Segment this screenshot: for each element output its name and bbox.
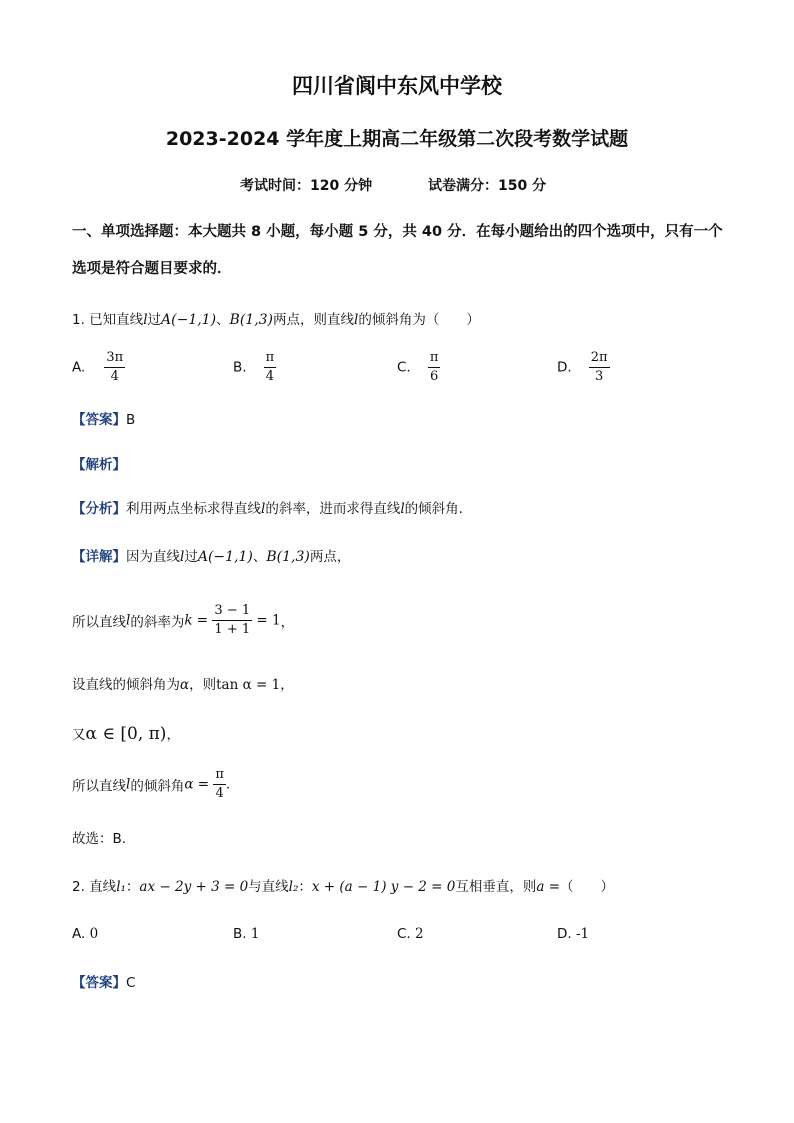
slope-line: 所以直线l的斜率为k = $\frac{3 - 1}{1 + 1}$ = 1， [72,603,295,637]
question-1: 1. 已知直线l过A(−1,1)、B(1,3)两点，则直线l的倾斜角为（ ） [72,312,480,328]
q2-option-c[interactable]: C. 2 [397,926,424,942]
q2-option-d[interactable]: D. -1 [557,926,590,942]
inclination-line: 设直线的倾斜角为α，则tan α = 1， [72,677,294,693]
exam-score: 试卷满分：150 分 [428,178,547,194]
analysis-tag: 【解析】 [72,457,126,473]
q2-option-a[interactable]: A. 0 [72,926,99,942]
answer-line-2: 【答案】C [72,975,136,991]
slope-fraction: $\frac{3 - 1}{1 + 1}$ [214,603,251,637]
range-line: 又α ∈ [0, π)， [72,724,180,744]
choose-line: 故选：B. [72,831,127,847]
option-c[interactable]: C. $\frac{\pi}{6}$ [397,350,439,384]
question-number: 1. [72,312,85,328]
school-title: 四川省阆中东风中学校 [292,74,502,98]
section-heading: 一、单项选择题：本大题共 8 小题，每小题 5 分，共 40 分．在每小题给出的四个选项中，只有一个选项是符合题目要求的． [72,224,723,277]
question-2: 2. 直线l₁：ax − 2y + 3 = 0与直线l₂：x + (a − 1) y − 2 = 0互相垂直，则a =（ ） [72,879,615,895]
exam-time: 考试时间：120 分钟 [240,178,373,194]
answer-value: B [126,412,136,428]
option-b[interactable]: B. $\frac{\pi}{4}$ [233,350,275,384]
analysis-line: 【分析】利用两点坐标求得直线l的斜率，进而求得直线l的倾斜角. [72,501,463,517]
exam-title: 2023-2024 学年度上期高二年级第二次段考数学试题 [165,128,629,150]
option-d[interactable]: D. $\frac{2\pi}{3}$ [557,350,608,384]
result-fraction: $\frac{\pi}{4}$ [215,767,224,801]
result-line: 所以直线l的倾斜角α = $\frac{\pi}{4}$ . [72,767,231,801]
answer-value: C [126,975,136,991]
option-a[interactable]: A. $\frac{3\pi}{4}$ [72,350,124,384]
q2-option-b[interactable]: B. 1 [233,926,260,942]
answer-line-1: 【答案】B [72,412,136,428]
detail-line: 【详解】因为直线l过A(−1,1)、B(1,3)两点， [72,549,351,565]
question-number: 2. [72,879,85,895]
